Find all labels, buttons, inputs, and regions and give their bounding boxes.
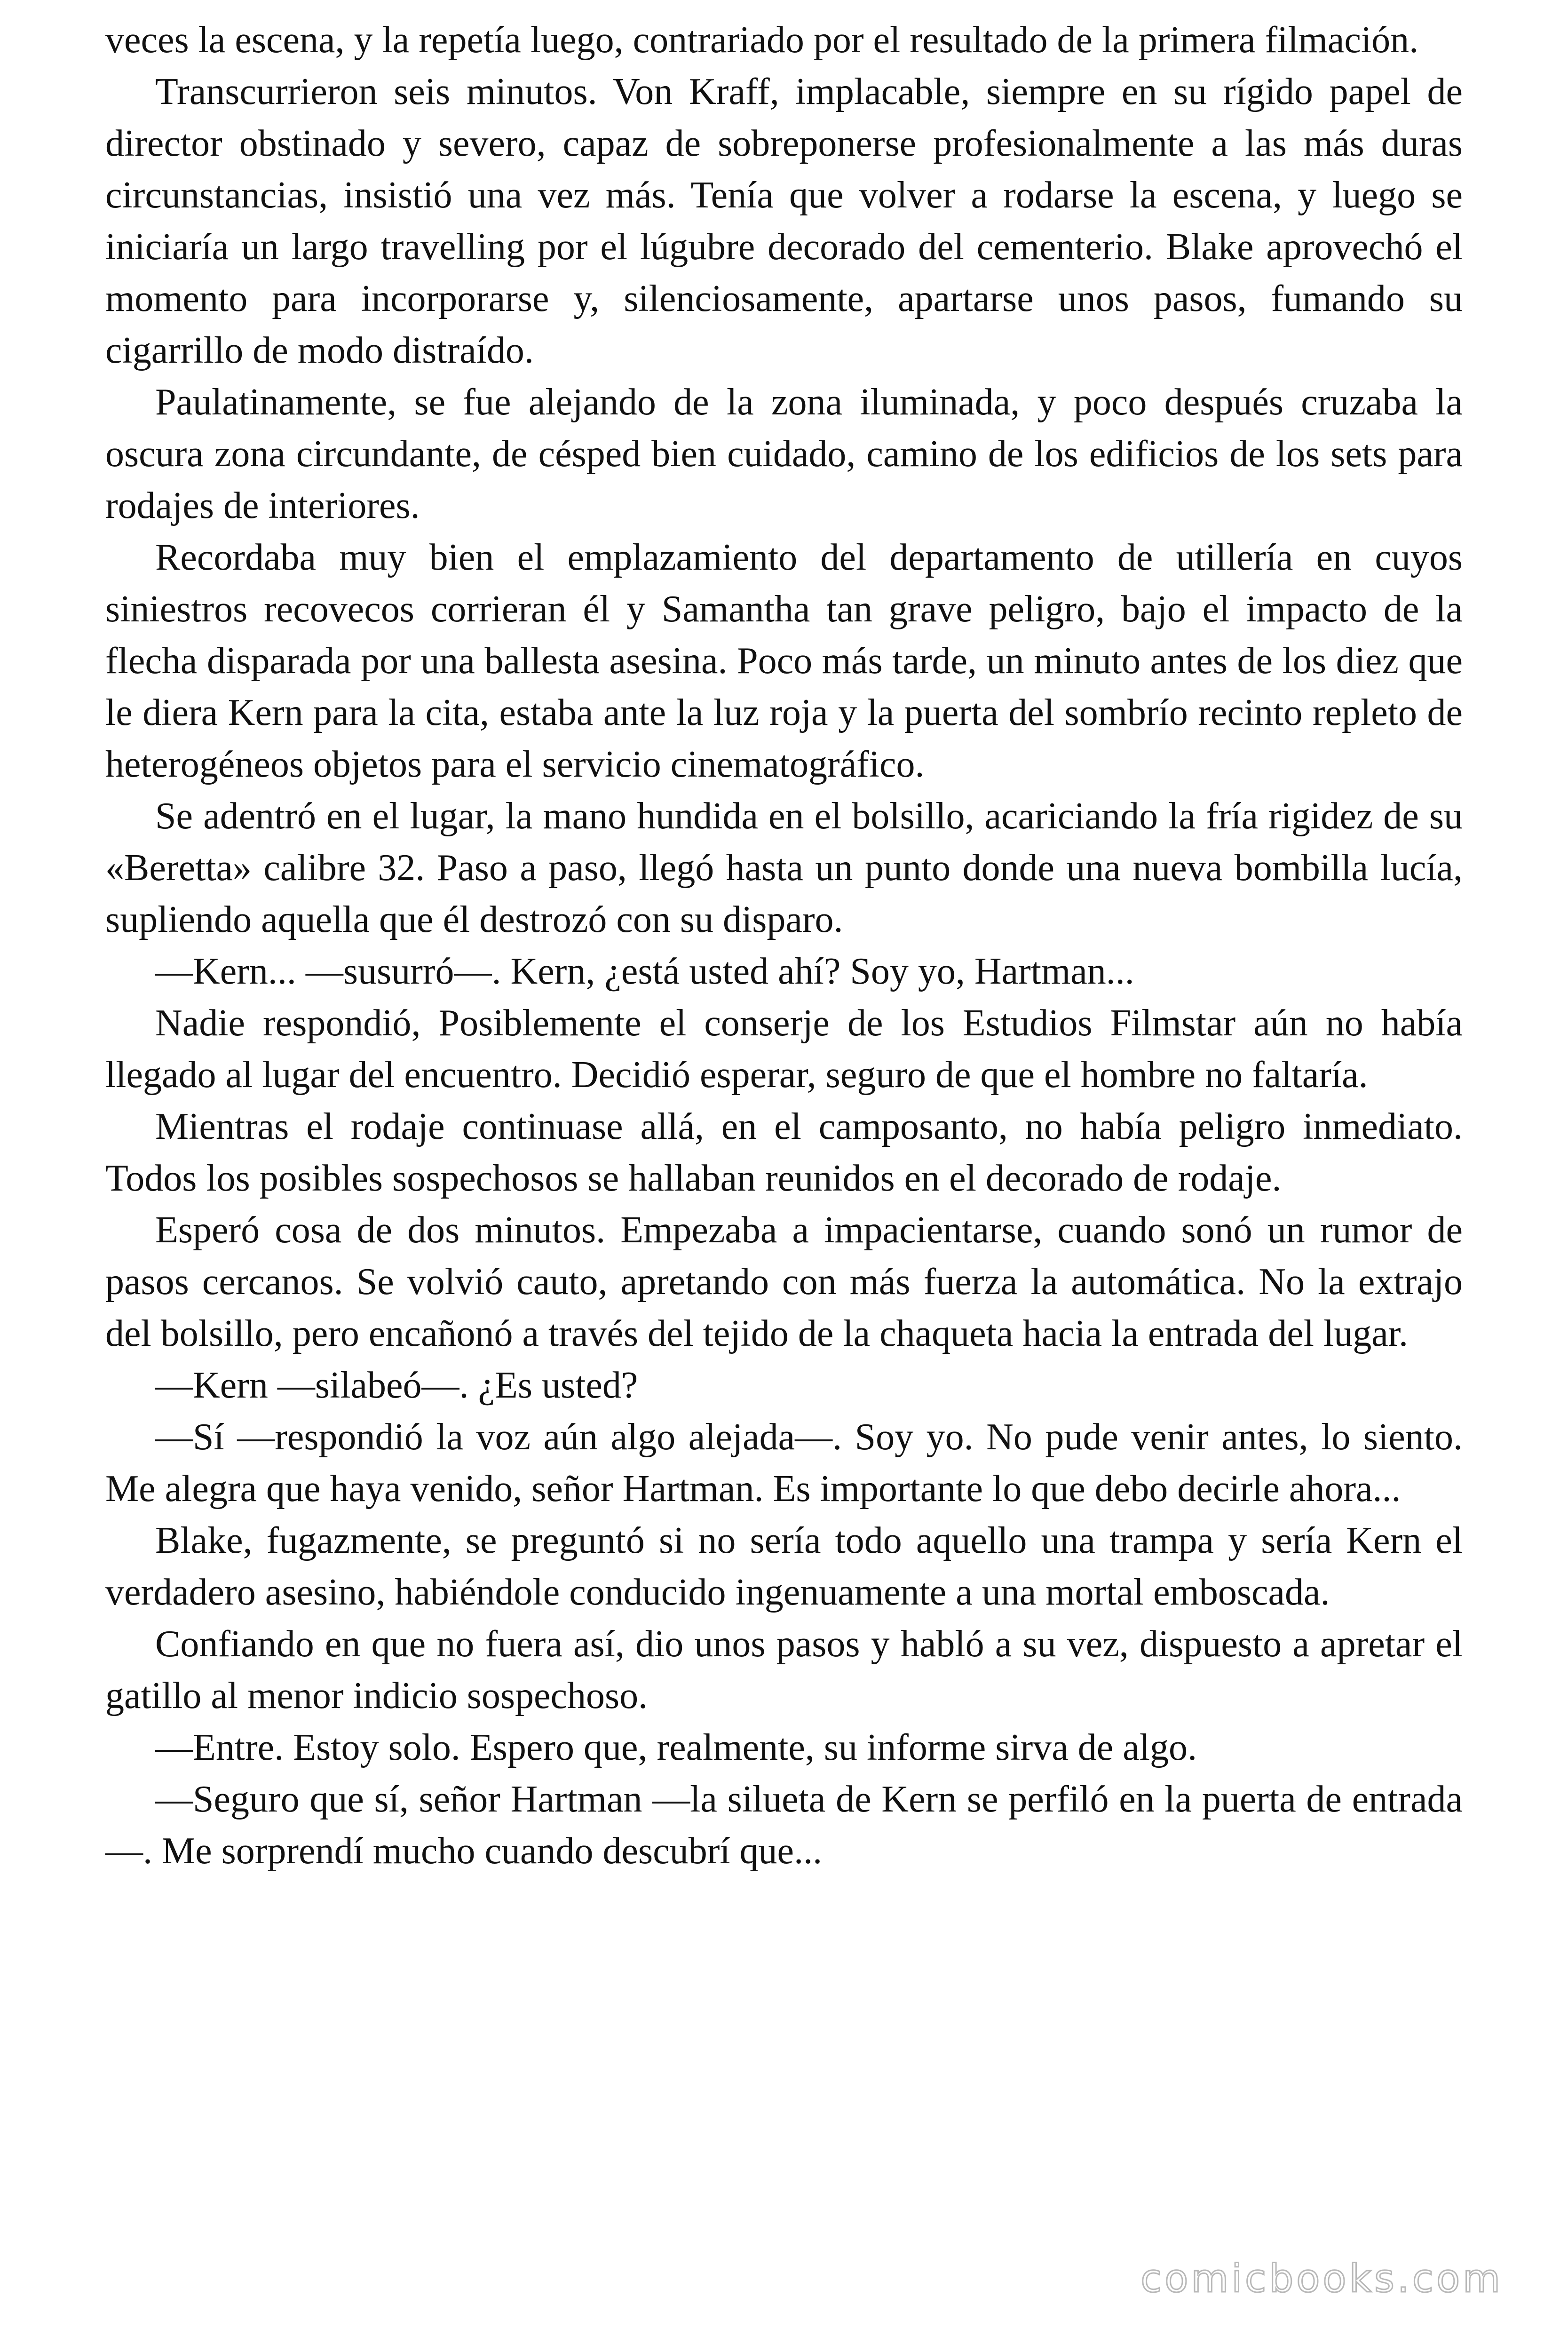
paragraph: Esperó cosa de dos minutos. Empezaba a impacientarse, cuando sonó un rumor de pasos cercanos. Se volvió cauto, apretando con más fuerza la automática. No la extrajo del bolsillo, pero encañonó a través del tejido de la chaqueta hacia la entrada del lugar.	[105, 1209, 1463, 1354]
dialogue-line: —Kern... —susurró—. Kern, ¿está usted ahí? Soy yo, Hartman...	[155, 951, 1134, 992]
dialogue-line: —Sí —respondió la voz aún algo alejada—. Soy yo. No pude venir antes, lo siento. Me alegra que haya venido, señor Hartman. Es importante lo que debo decirle ahora...	[105, 1416, 1463, 1510]
paragraph: Paulatinamente, se fue alejando de la zona iluminada, y poco después cruzaba la oscura zona circundante, de césped bien cuidado, camino de los edificios de los sets para rodajes de interiores.	[105, 381, 1463, 526]
paragraph-continued: veces la escena, y la repetía luego, contrariado por el resultado de la primera filmación.	[105, 19, 1419, 61]
watermark: comicbooks.com	[1140, 2257, 1503, 2301]
paragraph: Recordaba muy bien el emplazamiento del departamento de utillería en cuyos siniestros recovecos corrieran él y Samantha tan grave peligro, bajo el impacto de la flecha disparada por una ballesta asesina. Poco más tarde, un minuto antes de los diez que le diera Kern para la cita, estaba ante la luz roja y la puerta del sombrío recinto repleto de heterogéneos objetos para el servicio cinematográfico.	[105, 537, 1463, 785]
paragraph: Nadie respondió, Posiblemente el conserje de los Estudios Filmstar aún no había llegado al lugar del encuentro. Decidió esperar, seguro de que el hombre no faltaría.	[105, 1002, 1463, 1096]
paragraph: Mientras el rodaje continuase allá, en el camposanto, no había peligro inmediato. Todos los posibles sospechosos se hallaban reunidos en el decorado de rodaje.	[105, 1106, 1463, 1199]
dialogue-line: —Entre. Estoy solo. Espero que, realmente, su informe sirva de algo.	[155, 1727, 1197, 1768]
dialogue-line: —Seguro que sí, señor Hartman —la silueta de Kern se perfiló en la puerta de entrada—. Me sorprendí mucho cuando descubrí que...	[105, 1779, 1463, 1872]
paragraph: Confiando en que no fuera así, dio unos pasos y habló a su vez, dispuesto a apretar el gatillo al menor indicio sospechoso.	[105, 1623, 1463, 1716]
dialogue-line: —Kern —silabeó—. ¿Es usted?	[155, 1365, 638, 1406]
paragraph: Blake, fugazmente, se preguntó si no sería todo aquello una trampa y sería Kern el verdadero asesino, habiéndole conducido ingenuamente a una mortal emboscada.	[105, 1520, 1463, 1613]
paragraph: Transcurrieron seis minutos. Von Kraff, implacable, siempre en su rígido papel de director obstinado y severo, capaz de sobreponerse profesionalmente a las más duras circunstancias, insistió una vez más. Tenía que volver a rodarse la escena, y luego se iniciaría un largo travelling por el lúgubre decorado del cementerio. Blake aprovechó el momento para incorporarse y, silenciosamente, apartarse unos pasos, fumando su cigarrillo de modo distraído.	[105, 71, 1463, 371]
paragraph: Se adentró en el lugar, la mano hundida en el bolsillo, acariciando la fría rigidez de su «Beretta» calibre 32. Paso a paso, llegó hasta un punto donde una nueva bombilla lucía, supliendo aquella que él destrozó con su disparo.	[105, 795, 1463, 940]
page-text	[105, 14, 1463, 1877]
